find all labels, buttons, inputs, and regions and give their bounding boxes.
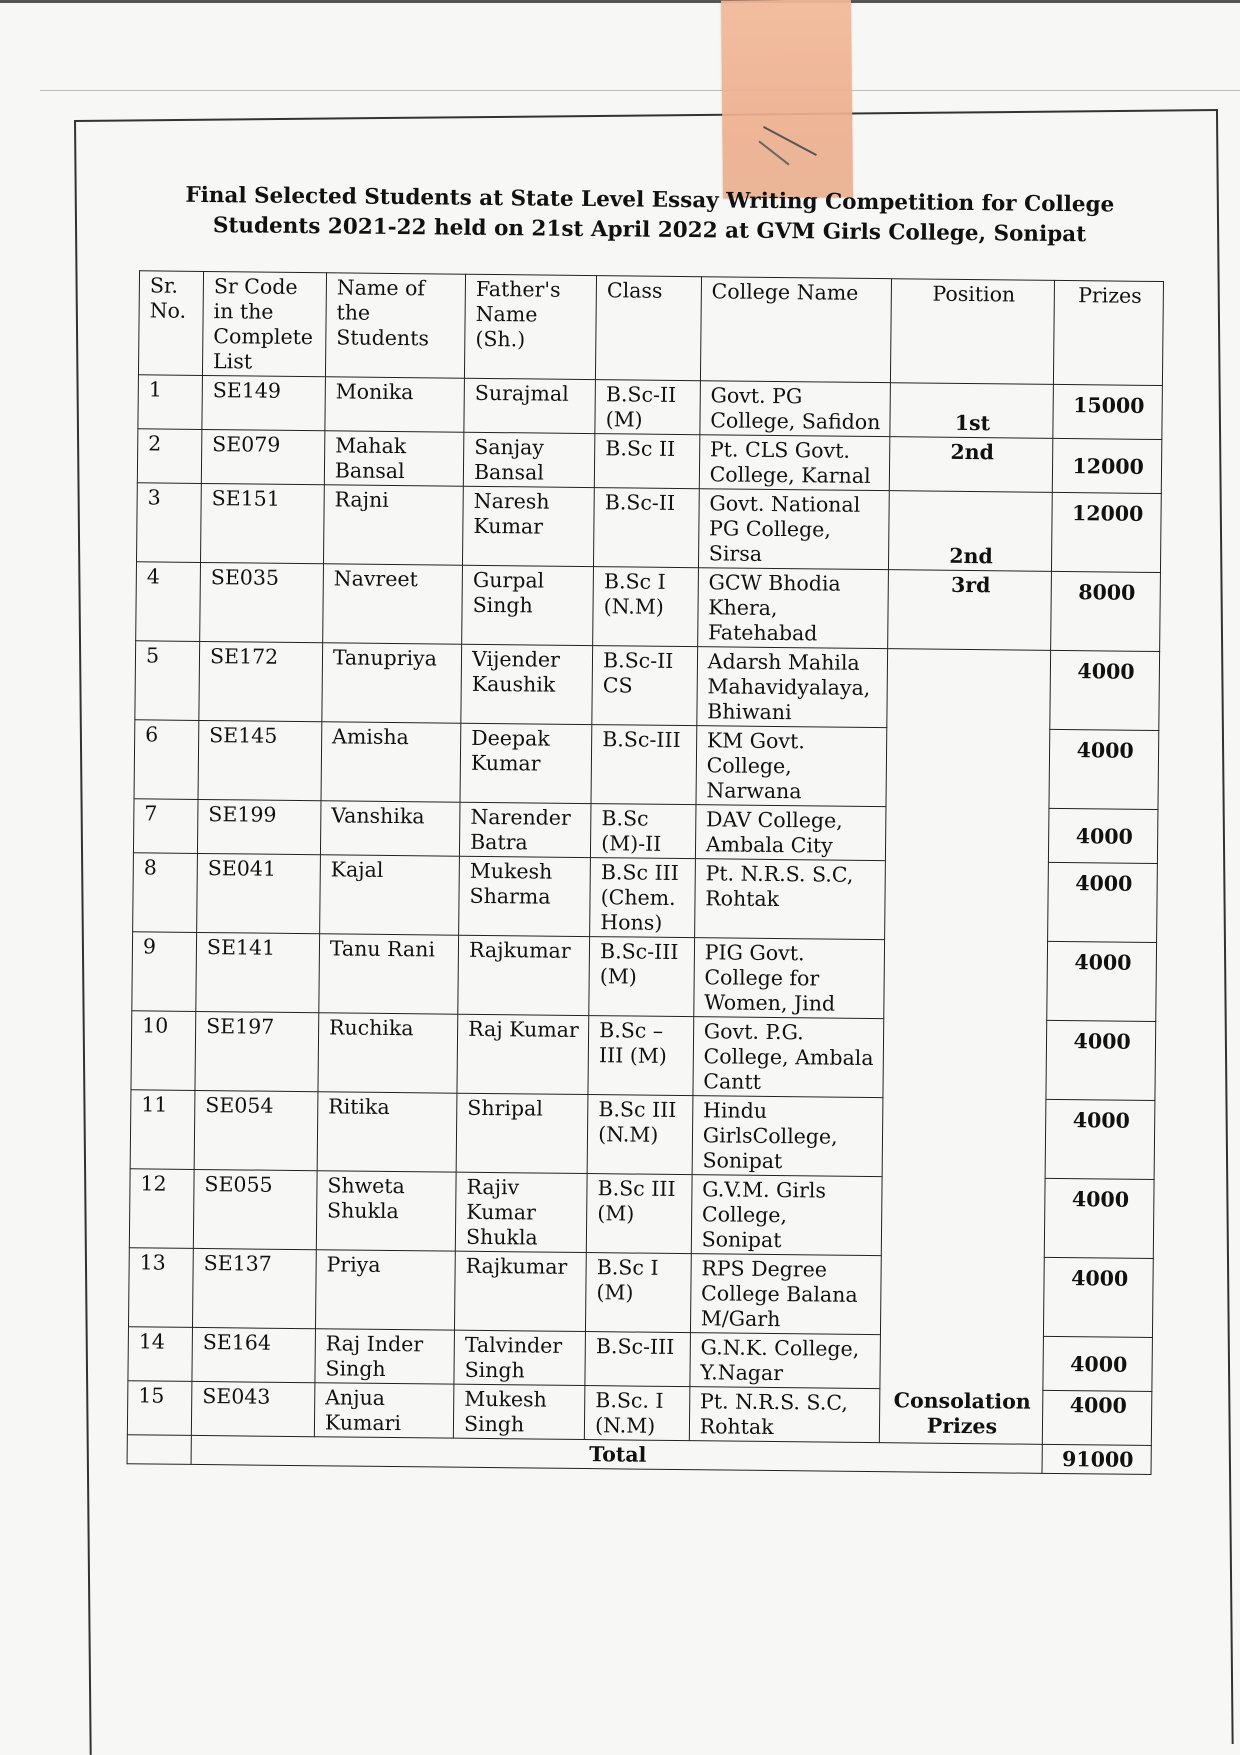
cell-father: Raj Kumar	[457, 1014, 589, 1094]
page-title	[109, 180, 1190, 251]
cell-name: Kajal	[320, 855, 460, 935]
table-row	[136, 562, 1161, 652]
header-class: Class	[596, 276, 702, 381]
cell-prize: 4000	[1049, 729, 1159, 809]
cell-position-3rd: 3rd	[887, 570, 1051, 651]
cell-sr: 10	[131, 1011, 196, 1091]
cell-father: Mukesh Sharma	[459, 856, 591, 936]
cell-father: Rajiv Kumar Shukla	[455, 1172, 587, 1252]
cell-position-consolation: Consolation Prizes	[879, 649, 1051, 1445]
cell-prize: 12000	[1052, 492, 1162, 572]
cell-college: PIG Govt. College for Women, Jind	[694, 938, 885, 1019]
cell-name: Raj Inder Singh	[315, 1329, 455, 1384]
cell-sr: 2	[137, 429, 202, 484]
title-line-1: Final Selected Students at State Level Essay Writing Competition for College	[185, 182, 1115, 218]
cell-class: B.Sc I (M)	[586, 1253, 691, 1333]
cell-sr: 5	[135, 641, 200, 721]
cell-sr: 15	[127, 1381, 192, 1436]
cell-college: Adarsh Mahila Mahavidyalaya, Bhiwani	[697, 647, 888, 728]
results-table	[127, 270, 1164, 1475]
cell-code: SE055	[193, 1169, 317, 1249]
cell-sr: 14	[128, 1327, 193, 1382]
cell-class: B.Sc I (N.M)	[593, 567, 698, 647]
cell-father: Deepak Kumar	[460, 723, 592, 803]
total-label: Total	[191, 1435, 1043, 1473]
cell-sr: 12	[129, 1169, 194, 1249]
cell-sr: 3	[137, 483, 202, 563]
scan-edge	[0, 0, 1240, 3]
cell-class: B.Sc-II (M)	[595, 380, 700, 435]
cell-prize: 15000	[1053, 384, 1162, 439]
cell-sr: 9	[132, 932, 197, 1012]
cell-name: Tanupriya	[322, 643, 462, 723]
cell-father: Surajmal	[464, 378, 596, 433]
cell-college: RPS Degree College Balana M/Garh	[690, 1254, 881, 1335]
cell-class: B.Sc-II CS	[592, 646, 697, 726]
cell-father: Rajkumar	[458, 935, 590, 1015]
cell-name: Mahak Bansal	[324, 431, 464, 486]
table-row	[135, 641, 1160, 731]
cell-name: Vanshika	[320, 801, 460, 856]
cell-code: SE043	[191, 1381, 314, 1436]
cell-position-1st: 1st	[890, 383, 1054, 439]
cell-code: SE145	[198, 720, 322, 800]
cell-prize: 4000	[1045, 1099, 1155, 1179]
cell-class: B.Sc-III	[591, 725, 696, 805]
cell-sr: 4	[136, 562, 201, 642]
cell-class: B.Sc. I (N.M)	[584, 1386, 689, 1441]
cell-name: Rajni	[323, 485, 463, 565]
cell-name: Amisha	[321, 722, 461, 802]
cell-college: Govt. P.G. College, Ambala Cantt	[693, 1017, 884, 1098]
cell-name: Tanu Rani	[319, 934, 459, 1014]
header-college: College Name	[700, 277, 891, 383]
cell-college: Govt. National PG College, Sirsa	[698, 489, 889, 570]
cell-code: SE149	[202, 375, 325, 430]
table-row	[137, 483, 1162, 573]
cell-name: Ritika	[317, 1092, 457, 1172]
cell-sr: 1	[138, 375, 203, 430]
table-header-row	[138, 271, 1163, 386]
cell-prize: 4000	[1044, 1257, 1154, 1337]
cell-class: B.Sc-III	[585, 1332, 690, 1387]
header-position: Position	[890, 279, 1055, 385]
cell-college: KM Govt. College, Narwana	[696, 726, 887, 807]
cell-college: Pt. N.R.S. S.C, Rohtak	[689, 1387, 880, 1443]
cell-father: Talvinder Singh	[454, 1330, 586, 1385]
cell-prize: 4000	[1043, 1390, 1152, 1445]
cell-father: Naresh Kumar	[463, 486, 595, 566]
cell-class: B.Sc (M)-II	[591, 804, 696, 859]
cell-code: SE041	[197, 853, 321, 933]
cell-college: Govt. PG College, Safidon	[700, 381, 891, 437]
total-value: 91000	[1042, 1444, 1151, 1474]
cell-prize: 4000	[1047, 941, 1157, 1021]
cell-father: Mukesh Singh	[453, 1384, 585, 1439]
cell-college: Hindu GirlsCollege, Sonipat	[692, 1096, 883, 1177]
cell-code: SE164	[192, 1327, 315, 1382]
cell-sr: 11	[130, 1090, 195, 1170]
cell-code: SE141	[196, 932, 320, 1012]
cell-prize: 4000	[1050, 650, 1160, 730]
fold-line	[40, 90, 1240, 91]
cell-class: B.Sc II	[594, 434, 699, 489]
cell-code: SE151	[200, 483, 324, 563]
title-line-2: Students 2021-22 held on 21st April 2022 at GVM Girls College, Sonipat	[212, 213, 1087, 248]
cell-name: Monika	[325, 377, 465, 432]
cell-sr: 8	[133, 853, 198, 933]
cell-name: Shweta Shukla	[316, 1171, 456, 1251]
cell-college: Pt. CLS Govt. College, Karnal	[699, 435, 890, 491]
cell-father: Shripal	[456, 1093, 588, 1173]
header-sr-no: Sr. No.	[138, 271, 203, 376]
cell-class: B.Sc III (N.M)	[587, 1095, 692, 1175]
cell-college: GCW Bhodia Khera, Fatehabad	[697, 568, 888, 649]
header-prizes: Prizes	[1054, 280, 1164, 385]
cell-code: SE054	[194, 1090, 318, 1170]
cell-class: B.Sc-III (M)	[589, 937, 694, 1017]
header-father: Father's Name (Sh.)	[465, 274, 597, 379]
cell-prize: 4000	[1049, 808, 1158, 863]
cell-position-2nd: 2nd	[889, 437, 1053, 493]
cell-prize: 4000	[1046, 1020, 1156, 1100]
cell-class: B.Sc – III (M)	[588, 1016, 693, 1096]
cell-college: G.N.K. College, Y.Nagar	[690, 1333, 881, 1389]
header-sr-code: Sr Code in the Complete List	[202, 271, 326, 376]
cell-college: Pt. N.R.S. S.C, Rohtak	[694, 859, 885, 940]
cell-code: SE197	[195, 1011, 319, 1091]
cell-prize: 4000	[1043, 1336, 1152, 1391]
cell-name: Anjua Kumari	[314, 1383, 454, 1438]
cell-code: SE199	[197, 799, 320, 854]
cell-father: Gurpal Singh	[462, 565, 594, 645]
cell-position-2nd-b: 2nd	[888, 491, 1052, 572]
cell-prize: 4000	[1045, 1178, 1155, 1258]
cell-code: SE137	[192, 1248, 316, 1328]
cell-father: Rajkumar	[455, 1251, 587, 1331]
cell-college: G.V.M. Girls College, Sonipat	[691, 1175, 882, 1256]
cell-code: SE172	[199, 641, 323, 721]
cell-name: Ruchika	[318, 1013, 458, 1093]
cell-prize: 8000	[1051, 571, 1161, 651]
cell-sr: 13	[128, 1248, 193, 1328]
tape-strip	[721, 0, 853, 199]
cell-empty	[127, 1435, 191, 1465]
cell-father: Sanjay Bansal	[463, 432, 595, 487]
cell-prize: 12000	[1053, 438, 1162, 493]
cell-father: Vijender Kaushik	[461, 644, 593, 724]
cell-sr: 6	[134, 720, 199, 800]
cell-class: B.Sc III (Chem. Hons)	[590, 858, 695, 938]
cell-code: SE079	[201, 429, 324, 484]
cell-name: Navreet	[323, 564, 463, 644]
cell-prize: 4000	[1048, 862, 1158, 942]
document-content	[97, 180, 1190, 1475]
cell-code: SE035	[200, 562, 324, 642]
cell-name: Priya	[315, 1250, 455, 1330]
cell-college: DAV College, Ambala City	[695, 805, 886, 861]
header-name: Name of the Students	[325, 273, 465, 378]
cell-class: B.Sc-II	[594, 488, 699, 568]
cell-sr: 7	[133, 799, 198, 854]
cell-class: B.Sc III (M)	[586, 1174, 691, 1254]
cell-father: Narender Batra	[460, 802, 592, 857]
